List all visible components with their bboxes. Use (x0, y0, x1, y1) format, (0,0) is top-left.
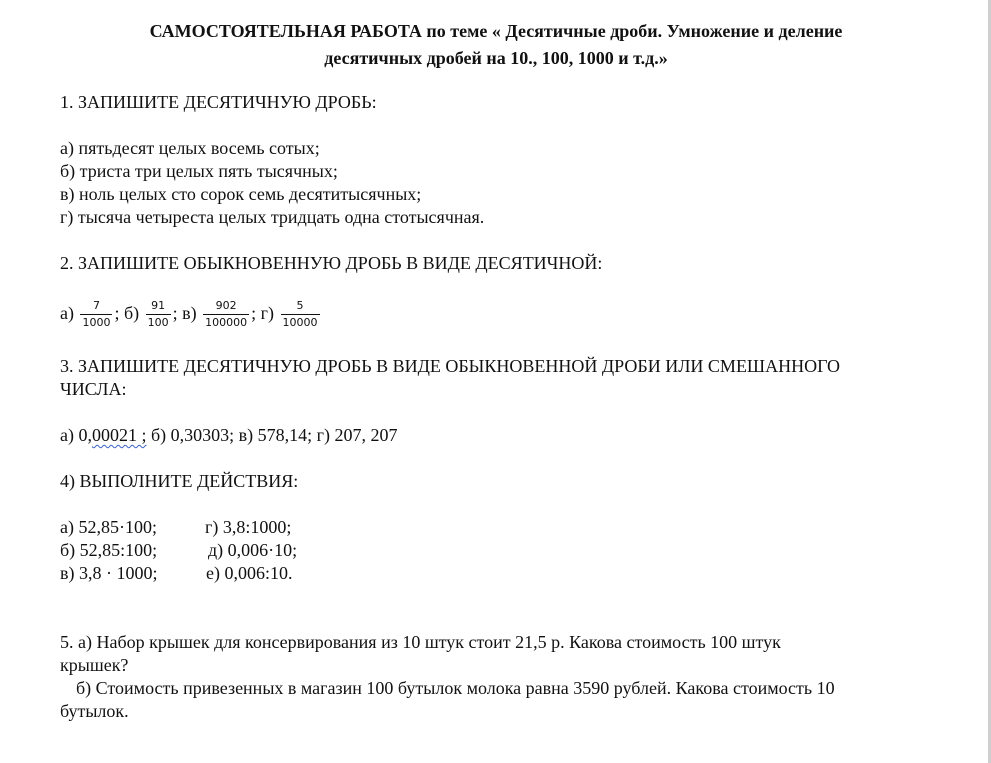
title-line-2: десятичных дробей на 10., 100, 1000 и т.д.» (324, 48, 668, 68)
task3-heading-line-1: 3. ЗАПИШИТЕ ДЕСЯТИЧНУЮ ДРОБЬ В ВИДЕ ОБЫКНОВЕННОЙ ДРОБИ ИЛИ СМЕШАННОГО (60, 356, 841, 376)
task2-label-a: а) (60, 303, 74, 323)
task2-label-c: ; в) (172, 303, 197, 323)
task2-label-b: ; б) (114, 303, 140, 323)
fraction-a (80, 299, 112, 330)
task4-heading: 4) ВЫПОЛНИТЕ ДЕЙСТВИЯ: (60, 471, 299, 491)
task4-row-3 (60, 562, 292, 585)
task3-spellcheck-underline: 00021 ; (91, 425, 147, 445)
task5-a-line-2: крышек? (60, 655, 129, 675)
task2-heading: 2. ЗАПИШИТЕ ОБЫКНОВЕННУЮ ДРОБЬ В ВИДЕ ДЕСЯТИЧНОЙ: (60, 253, 603, 273)
fraction-d-denominator: 10000 (282, 316, 318, 330)
task4-item-e: е) 0,006:10. (206, 563, 293, 583)
fraction-b-numerator: 91 (151, 299, 166, 313)
task1-item-c: в) ноль целых сто сорок семь десятитысячных; (60, 184, 422, 204)
fraction-d-numerator: 5 (296, 299, 304, 313)
task5-a-line-1: 5. а) Набор крышек для консервирования из 10 штук стоит 21,5 р. Какова стоимость 100 штук (60, 632, 781, 652)
fraction-d (281, 299, 320, 330)
task5-b-line-1: б) Стоимость привезенных в магазин 100 бутылок молока равна 3590 рублей. Какова стоимость 10 (76, 678, 835, 698)
fraction-c (203, 299, 249, 330)
task4-item-d: д) 0,006·10; (208, 540, 298, 560)
task2-label-d: ; г) (251, 303, 275, 323)
task3-prefix: а) 0, (60, 425, 92, 445)
title-line-1: САМОСТОЯТЕЛЬНАЯ РАБОТА по теме « Десятичные дроби. Умножение и деление (149, 21, 843, 41)
task1-heading: 1. ЗАПИШИТЕ ДЕСЯТИЧНУЮ ДРОБЬ: (60, 92, 377, 112)
task4-item-b: б) 52,85:100; (60, 540, 158, 560)
task3-values (60, 424, 398, 447)
fraction-a-denominator: 1000 (82, 316, 111, 330)
task4-item-a: а) 52,85·100; (60, 517, 157, 537)
task4-row-1 (60, 516, 291, 539)
task5-b-line-2: бутылок. (60, 701, 129, 721)
task1-item-b: б) триста три целых пять тысячных; (60, 161, 338, 181)
task1-item-a: а) пятьдесят целых восемь сотых; (60, 138, 320, 158)
fraction-c-numerator: 902 (215, 299, 237, 313)
task1-item-d: г) тысяча четыреста целых тридцать одна стотысячная. (60, 207, 485, 227)
task3-heading-line-2: ЧИСЛА: (60, 379, 127, 399)
fraction-c-denominator: 100000 (205, 316, 248, 330)
task2-fractions-row (60, 295, 322, 331)
task4-item-v: в) 3,8 · 1000; (60, 563, 158, 583)
task3-rest: б) 0,30303; в) 578,14; г) 207, 207 (146, 425, 398, 445)
fraction-b (146, 299, 171, 330)
task4-row-2 (60, 539, 297, 562)
fraction-b-denominator: 100 (147, 316, 169, 330)
task4-item-g: г) 3,8:1000; (205, 517, 292, 537)
fraction-a-numerator: 7 (92, 299, 100, 313)
